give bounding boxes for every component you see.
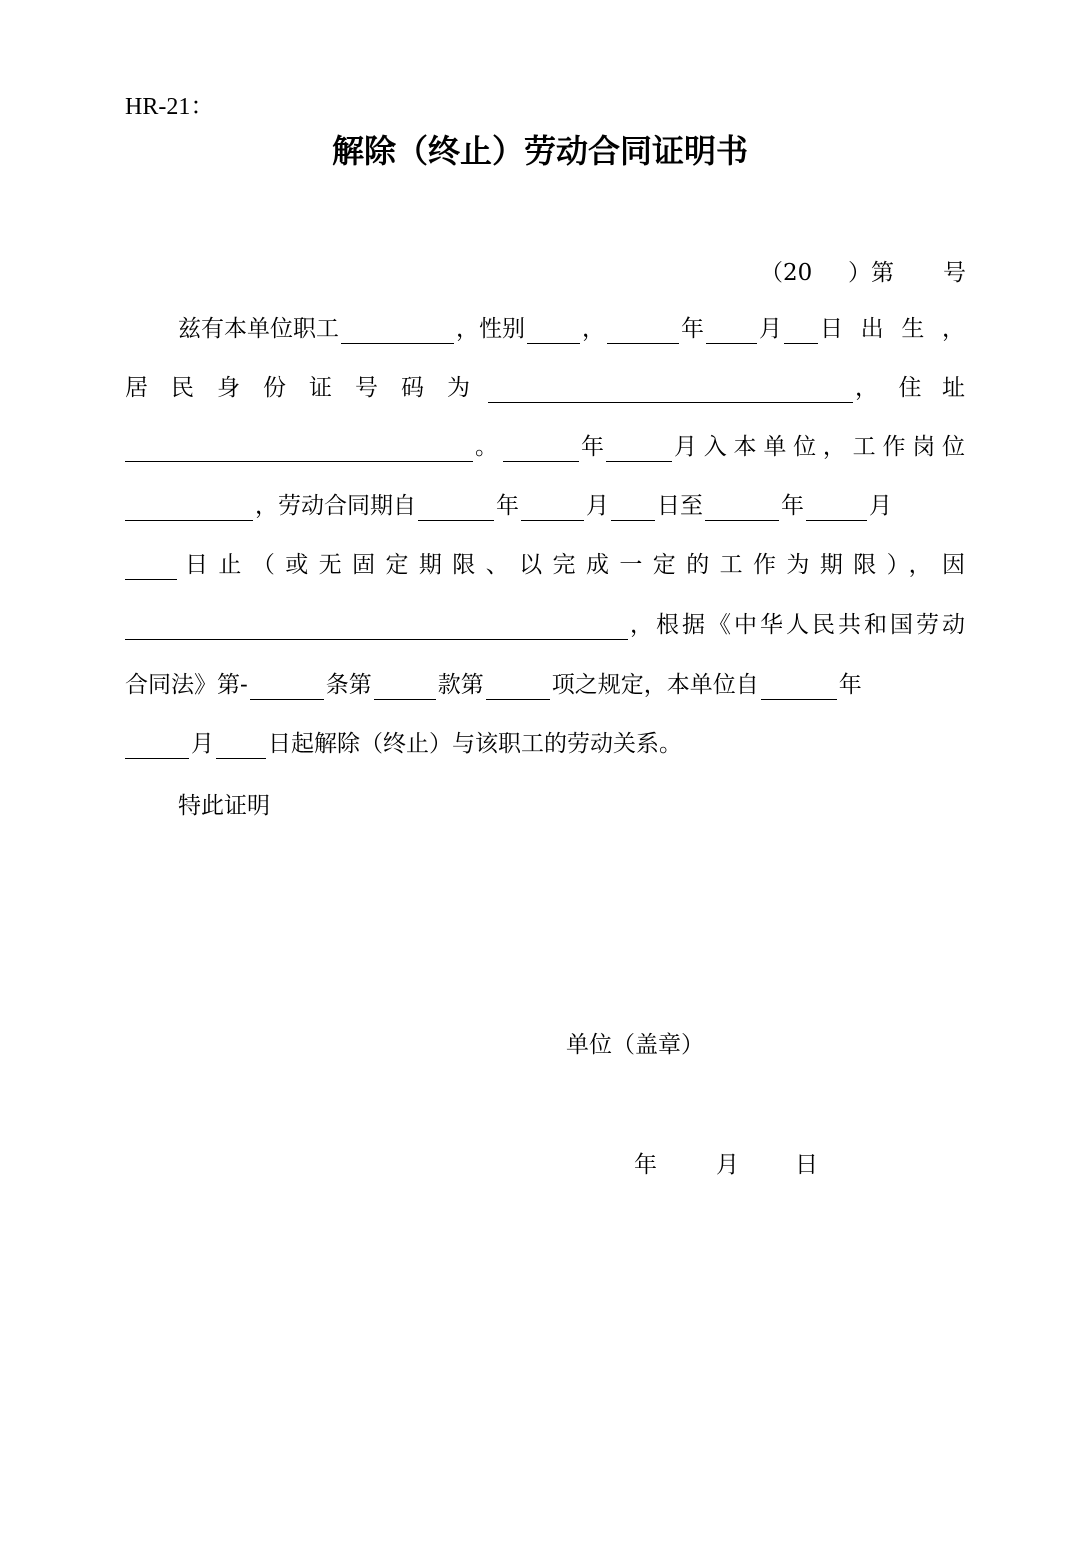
text: 款第	[437, 672, 484, 698]
contract-start-month-blank[interactable]	[521, 494, 584, 521]
text: 合同法》第	[125, 672, 240, 698]
body-line-2	[125, 369, 965, 403]
text: ，	[582, 316, 605, 342]
text: ，劳动合同期自	[255, 493, 416, 519]
text: 居民身份证号码为	[125, 375, 470, 401]
doc-number-year: （20	[760, 260, 813, 286]
sign-day-label: 日	[795, 1152, 818, 1178]
text: 年	[681, 316, 704, 342]
text: 日止（或无固定期限、以完成一定的工作为期限），因	[185, 552, 965, 578]
position-blank[interactable]	[125, 494, 253, 521]
doc-number-suffix: 号	[943, 260, 966, 286]
text: 日至	[657, 493, 703, 519]
clause-blank[interactable]	[374, 673, 436, 700]
birth-day-blank[interactable]	[784, 317, 818, 344]
termination-month-blank[interactable]	[125, 732, 189, 759]
text: 月	[759, 316, 782, 342]
text: ，性别	[456, 316, 525, 342]
birth-year-blank[interactable]	[607, 317, 679, 344]
article-blank[interactable]	[250, 673, 324, 700]
termination-year-blank[interactable]	[761, 673, 837, 700]
body-line-5	[125, 546, 965, 580]
reason-blank[interactable]	[125, 613, 628, 640]
text: 年	[496, 493, 519, 519]
text: 年	[781, 493, 804, 519]
text: ，住址	[855, 375, 965, 401]
join-year-blank[interactable]	[503, 435, 579, 462]
doc-number-label: ）第	[848, 260, 894, 286]
sign-year-label: 年	[634, 1152, 657, 1178]
join-month-blank[interactable]	[606, 435, 672, 462]
text: 月	[191, 731, 214, 757]
termination-day-blank[interactable]	[216, 732, 266, 759]
gender-blank[interactable]	[527, 317, 580, 344]
sign-month-label: 月	[716, 1152, 739, 1178]
text: 年	[838, 672, 862, 698]
body-line-8	[125, 725, 965, 759]
text: 项之规定，本单位自	[551, 672, 759, 698]
unit-seal-label: 单位（盖章）	[566, 1032, 704, 1058]
text: 日起解除（终止）与该职工的劳动关系。	[268, 731, 682, 757]
text: 年	[581, 434, 604, 460]
page-title: 解除（终止）劳动合同证明书	[331, 132, 748, 170]
text: 月入本单位，工作岗位	[674, 434, 965, 460]
text: 月	[586, 493, 609, 519]
contract-end-day-blank[interactable]	[125, 553, 177, 580]
body-line-3	[125, 428, 965, 462]
text: 条第	[325, 672, 372, 698]
body-line-6	[125, 606, 965, 640]
form-code: HR-21：	[125, 94, 215, 120]
contract-end-month-blank[interactable]	[806, 494, 867, 521]
address-blank[interactable]	[125, 435, 473, 462]
item-blank[interactable]	[486, 673, 550, 700]
body-line-1	[125, 310, 965, 344]
contract-start-day-blank[interactable]	[611, 494, 655, 521]
text: ，根据《中华人民共和国劳动	[630, 612, 965, 638]
text: 月	[869, 493, 892, 519]
contract-end-year-blank[interactable]	[705, 494, 779, 521]
text: -	[240, 672, 248, 698]
text: 。	[475, 434, 498, 460]
id-number-blank[interactable]	[488, 376, 853, 403]
closing-text: 特此证明	[178, 793, 270, 819]
text: 兹有本单位职工	[178, 316, 339, 342]
body-line-7	[125, 666, 965, 700]
text: 日出生，	[820, 316, 965, 342]
body-line-4	[125, 487, 965, 521]
birth-month-blank[interactable]	[706, 317, 757, 344]
employee-name-blank[interactable]	[341, 317, 454, 344]
contract-start-year-blank[interactable]	[418, 494, 494, 521]
